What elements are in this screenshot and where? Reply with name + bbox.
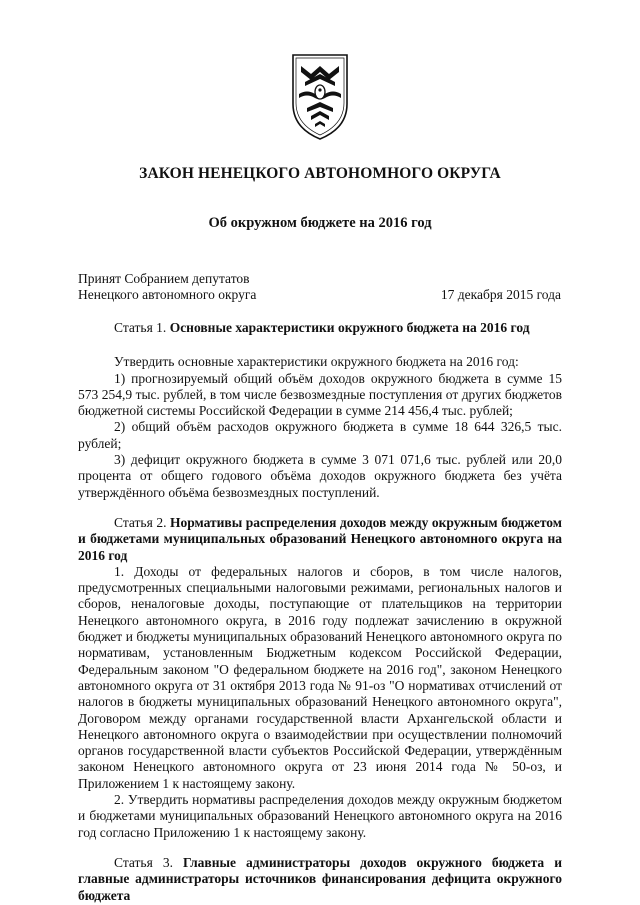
article-1-heading: Статья 1. Основные характеристики окружного бюджета на 2016 год xyxy=(114,320,530,335)
article-1-item-2: 2) общий объём расходов окружного бюджета в сумме 18 644 326,5 тыс. рублей; xyxy=(78,419,562,451)
article-2-paragraph-2: 2. Утвердить нормативы распределения доходов между окружным бюджетом и бюджетами муниципальных образований Ненецкого автономного округа на 2016 год согласно Приложению 1 к настоящему закону. xyxy=(78,792,562,840)
article-2-paragraph-1: 1. Доходы от федеральных налогов и сборов, в том числе налогов, предусмотренных специальными налоговыми режимами, региональных налогов и сборов, неналоговые доходы, поступающие от плательщиков на территории Ненецкого автономного округа, в 2016 году подлежат зачислению в окружной бюджет и бюджеты муниципальных образований Ненецкого автономного округа по нормативам, установленным Бюджетным кодексом Российской Федерации, Федеральным законом "О федеральном бюджете на 2016 год", законом Ненецкого автономного округа от 31 октября 2013 года № 91-оз "О нормативах отчислений от налогов в бюджеты муниципальных образований Ненецкого автономного округа", Договором между органами государственной власти Архангельской области и Ненецкого автономного округа о взаимодействии при осуществлении полномочий органов государственной власти субъектов Российской Федерации, утверждённым законом Ненецкого автономного округа от 23 июня 2014 года № 50-оз, и Приложением 1 к настоящему закону. xyxy=(78,563,562,791)
coat-of-arms-icon xyxy=(289,52,351,142)
adoption-date: 17 декабря 2015 года xyxy=(440,287,561,302)
law-title: ЗАКОН НЕНЕЦКОГО АВТОНОМНОГО ОКРУГА xyxy=(139,165,501,182)
adoption-block xyxy=(78,271,256,303)
article-3-heading: Статья 3. Главные администраторы доходов окружного бюджета и главные администраторы источников финансирования дефицита окружного бюджета xyxy=(78,854,562,903)
law-body xyxy=(78,320,562,904)
adoption-line-1: Принят Собранием депутатов xyxy=(78,271,250,286)
law-subtitle: Об окружном бюджете на 2016 год xyxy=(208,215,432,231)
article-2-heading: Статья 2. Нормативы распределения доходов между окружным бюджетом и бюджетами муниципальных образований Ненецкого автономного округа на 2016 год xyxy=(78,514,562,563)
article-1-item-3: 3) дефицит окружного бюджета в сумме 3 071 071,6 тыс. рублей или 20,0 процента от общего годового объёма доходов окружного бюджета без учёта утверждённого объёма безвозмездных поступлений. xyxy=(78,452,562,500)
article-1-item-1: 1) прогнозируемый общий объём доходов окружного бюджета в сумме 15 573 254,9 тыс. рублей, в том числе безвозмездные поступления от других бюджетов бюджетной системы Российской Федерации в сумме 214 456,4 тыс. рублей; xyxy=(78,370,562,419)
adoption-line-2: Ненецкого автономного округа xyxy=(78,287,257,302)
article-1-intro: Утвердить основные характеристики окружного бюджета на 2016 год: xyxy=(114,354,519,370)
